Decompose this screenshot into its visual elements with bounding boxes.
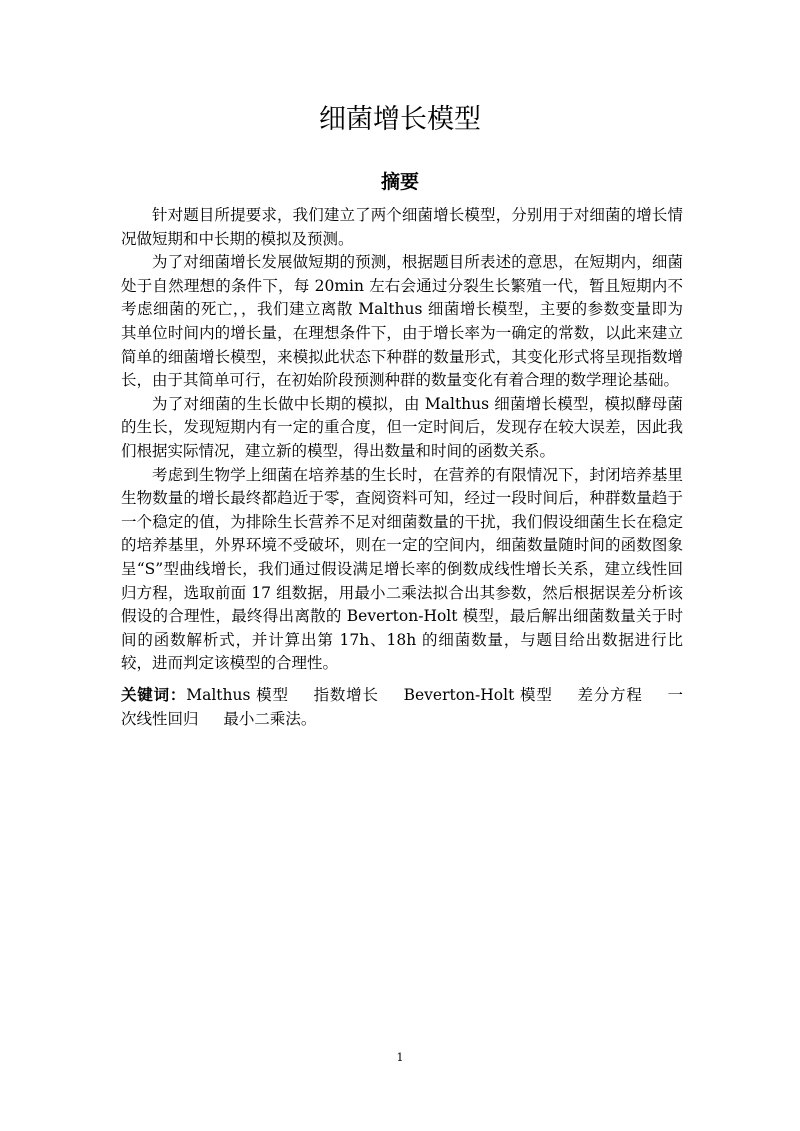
- keyword-item: Beverton-Holt 模型: [403, 686, 553, 704]
- abstract-heading: 摘要: [380, 171, 419, 193]
- abstract-paragraph: 考虑到生物学上细菌在培养基的生长时，在营养的有限情况下，封闭培养基里生物数量的增长最终都趋近于零，查阅资料可知，经过一段时间后，种群数量趋于一个稳定的值，为排除生长营养不足对细菌数量的干扰，我们假设细菌生长在稳定的培养基里，外界环境不受破坏，则在一定的空间内，细菌数量随时间的函数图象呈“S”型曲线增长，我们通过假设满足增长率的倒数成线性增长关系，建立线性回归方程，选取前面 17 组数据，用最小二乘法拟合出其参数，然后根据误差分析该假设的合理性，最终得出离散的 Beverton-Holt 模型，最后解出细菌数量关于时间的函数解析式，并计算出第 17h、18h 的细菌数量，与题目给出数据进行比较，进而判定该模型的合理性。: [121, 465, 683, 673]
- keyword-item: 一次线性回归: [121, 686, 683, 728]
- abstract-body: [121, 204, 683, 676]
- abstract-paragraph: 为了对细菌的生长做中长期的模拟，由 Malthus 细菌增长模型，模拟酵母菌的生长，发现短期内有一定的重合度，但一定时间后，发现存在较大误差，因此我们根据实际情况，建立新的模型，得出数量和时间的函数关系。: [121, 394, 683, 460]
- keyword-item: Malthus 模型: [186, 686, 289, 704]
- page-number: 1: [396, 1051, 404, 1064]
- keyword-item: 最小二乘法。: [223, 709, 317, 728]
- abstract-paragraph: 为了对细菌增长发展做短期的预测，根据题目所表述的意思，在短期内，细菌处于自然理想的条件下，每 20min 左右会通过分裂生长繁殖一代，暂且短期内不考虑细菌的死亡，，我们建立离散 Malthus 细菌增长模型，主要的参数变量即为其单位时间内的增长量，在理想条件下，由于增长率为一确定的常数，以此来建立简单的细菌增长模型，来模拟此状态下种群的数量形式，其变化形式将呈现指数增长，由于其简单可行，在初始阶段预测种群的数量变化有着合理的数学理论基础。: [121, 253, 683, 390]
- keywords-label: 关键词：: [121, 686, 187, 704]
- abstract-paragraph: 针对题目所提要求，我们建立了两个细菌增长模型，分别用于对细菌的增长情况做短期和中长期的模拟及预测。: [121, 206, 683, 248]
- keyword-item: 差分方程: [577, 686, 643, 704]
- keywords-line: [121, 684, 683, 731]
- keyword-item: 指数增长: [313, 686, 379, 704]
- paper-title: 细菌增长模型: [319, 104, 481, 135]
